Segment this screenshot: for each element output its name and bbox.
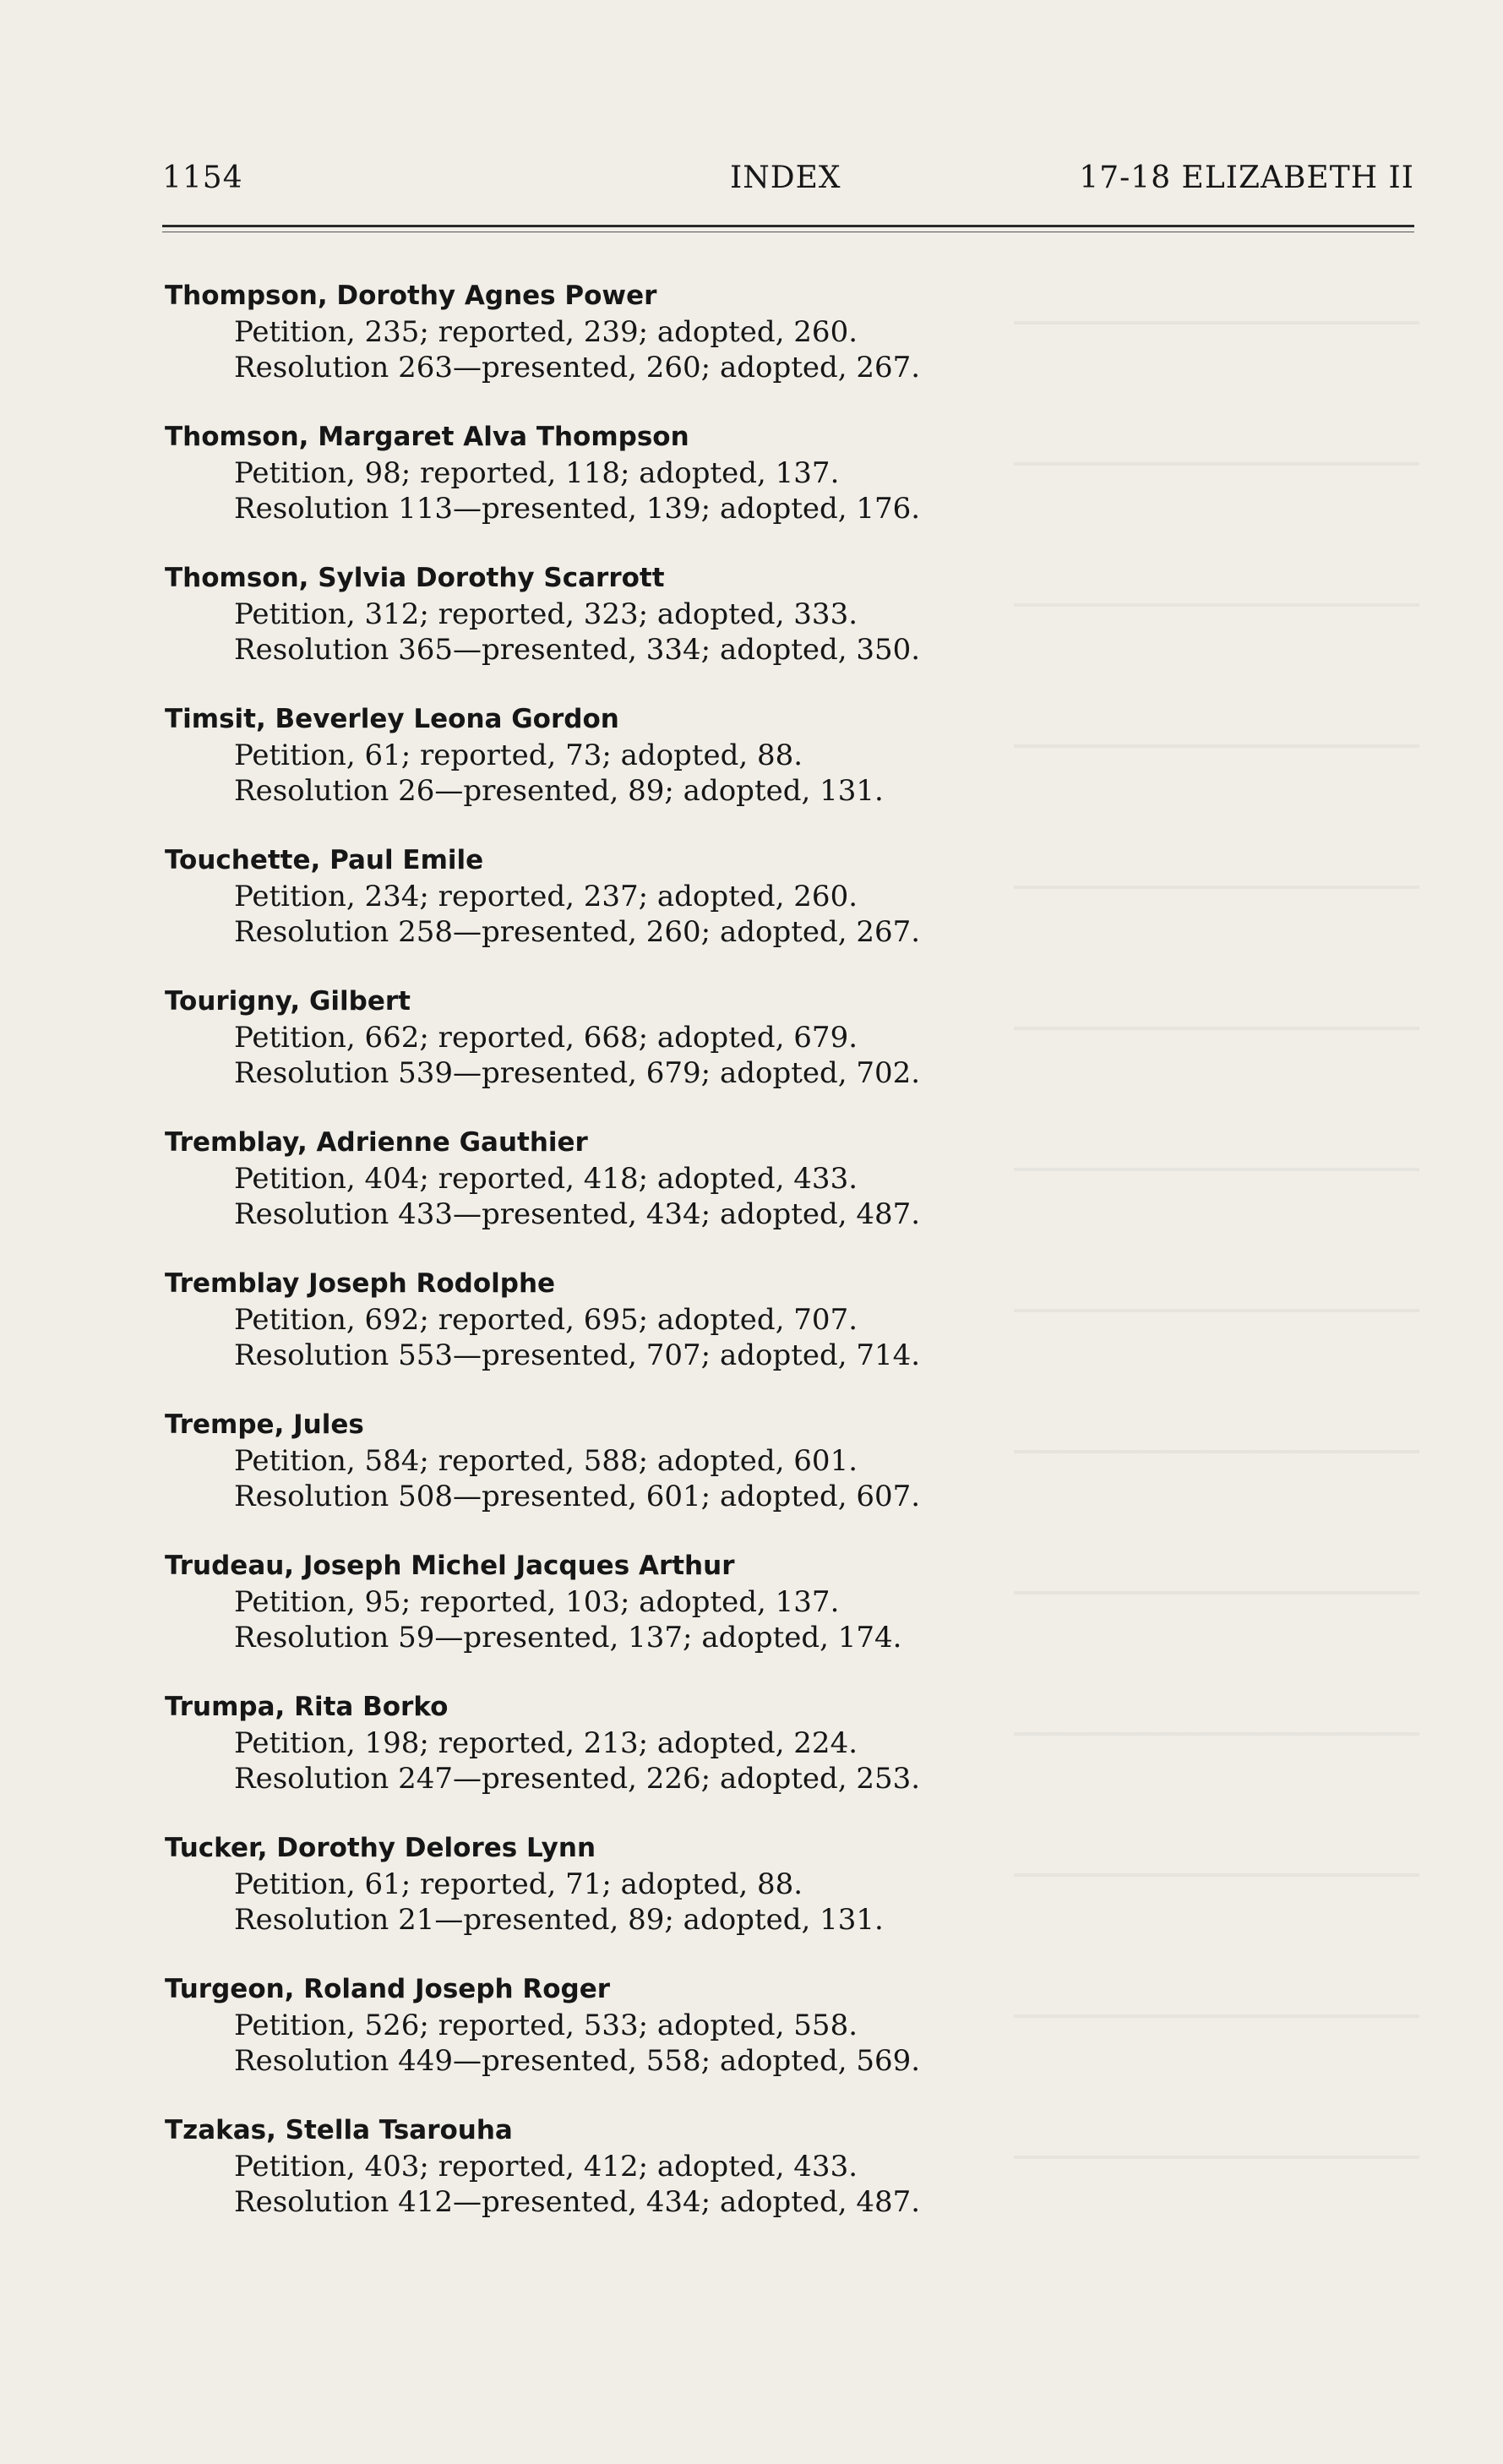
index-entry <box>165 418 1348 559</box>
page-title: INDEX <box>730 161 841 195</box>
index-entry <box>165 700 1348 842</box>
index-entry <box>165 1406 1348 1547</box>
index-entry <box>165 1829 1348 1971</box>
entry-petition: Petition, 404; reported, 418; adopted, 433. <box>234 1162 858 1196</box>
entry-petition: Petition, 662; reported, 668; adopted, 679. <box>234 1021 858 1055</box>
entry-resolution: Resolution 258—presented, 260; adopted, 267. <box>234 915 921 949</box>
entry-petition: Petition, 61; reported, 71; adopted, 88. <box>234 1867 803 1901</box>
entry-name: Trudeau, Joseph Michel Jacques Arthur <box>165 1551 735 1581</box>
entry-petition: Petition, 98; reported, 118; adopted, 137. <box>234 456 840 490</box>
index-entries <box>165 277 1348 2253</box>
entry-name: Thomson, Sylvia Dorothy Scarrott <box>165 563 665 593</box>
entry-name: Tremblay, Adrienne Gauthier <box>165 1127 588 1158</box>
entry-name: Tzakas, Stella Tsarouha <box>165 2115 513 2145</box>
entry-name: Tremblay Joseph Rodolphe <box>165 1268 556 1299</box>
entry-resolution: Resolution 247—presented, 226; adopted, 253. <box>234 1762 921 1796</box>
index-entry <box>165 983 1348 1124</box>
entry-resolution: Resolution 21—presented, 89; adopted, 131. <box>234 1903 884 1937</box>
entry-petition: Petition, 61; reported, 73; adopted, 88. <box>234 739 803 772</box>
index-entry <box>165 1688 1348 1829</box>
entry-petition: Petition, 235; reported, 239; adopted, 260. <box>234 315 858 349</box>
entry-name: Tucker, Dorothy Delores Lynn <box>165 1833 596 1863</box>
entry-petition: Petition, 234; reported, 237; adopted, 260. <box>234 880 858 913</box>
volume-label: 17-18 ELIZABETH II <box>1079 161 1414 195</box>
entry-name: Thompson, Dorothy Agnes Power <box>165 281 657 311</box>
entry-name: Tourigny, Gilbert <box>165 986 411 1017</box>
entry-resolution: Resolution 539—presented, 679; adopted, 702. <box>234 1056 921 1090</box>
index-entry <box>165 559 1348 700</box>
entry-name: Trempe, Jules <box>165 1409 364 1440</box>
entry-petition: Petition, 692; reported, 695; adopted, 707. <box>234 1303 858 1337</box>
entry-resolution: Resolution 26—presented, 89; adopted, 131. <box>234 774 884 808</box>
entry-petition: Petition, 526; reported, 533; adopted, 558. <box>234 2009 858 2042</box>
entry-name: Thomson, Margaret Alva Thompson <box>165 422 689 452</box>
entry-resolution: Resolution 365—presented, 334; adopted, 350. <box>234 633 921 667</box>
entry-name: Trumpa, Rita Borko <box>165 1692 449 1722</box>
entry-resolution: Resolution 59—presented, 137; adopted, 174. <box>234 1621 902 1654</box>
entry-resolution: Resolution 263—presented, 260; adopted, 267. <box>234 351 921 384</box>
entry-resolution: Resolution 113—presented, 139; adopted, 176. <box>234 492 921 526</box>
entry-petition: Petition, 312; reported, 323; adopted, 333. <box>234 597 858 631</box>
entry-petition: Petition, 403; reported, 412; adopted, 433. <box>234 2150 858 2183</box>
entry-name: Turgeon, Roland Joseph Roger <box>165 1974 611 2004</box>
index-entry <box>165 1124 1348 1265</box>
entry-petition: Petition, 198; reported, 213; adopted, 224. <box>234 1726 858 1760</box>
entry-petition: Petition, 584; reported, 588; adopted, 601. <box>234 1444 858 1478</box>
index-entry <box>165 1971 1348 2112</box>
entry-resolution: Resolution 433—presented, 434; adopted, 487. <box>234 1197 921 1231</box>
running-head <box>162 161 1414 203</box>
entry-resolution: Resolution 449—presented, 558; adopted, 569. <box>234 2044 921 2078</box>
index-entry <box>165 1547 1348 1688</box>
header-rule <box>162 225 1414 227</box>
entry-resolution: Resolution 412—presented, 434; adopted, 487. <box>234 2185 921 2219</box>
entry-petition: Petition, 95; reported, 103; adopted, 137. <box>234 1585 840 1619</box>
index-entry <box>165 1265 1348 1406</box>
entry-name: Touchette, Paul Emile <box>165 845 484 875</box>
entry-resolution: Resolution 553—presented, 707; adopted, 714. <box>234 1338 921 1372</box>
entry-resolution: Resolution 508—presented, 601; adopted, 607. <box>234 1480 921 1513</box>
index-entry <box>165 842 1348 983</box>
index-entry <box>165 2112 1348 2253</box>
index-entry <box>165 277 1348 418</box>
page-number: 1154 <box>162 161 243 195</box>
entry-name: Timsit, Beverley Leona Gordon <box>165 704 619 734</box>
